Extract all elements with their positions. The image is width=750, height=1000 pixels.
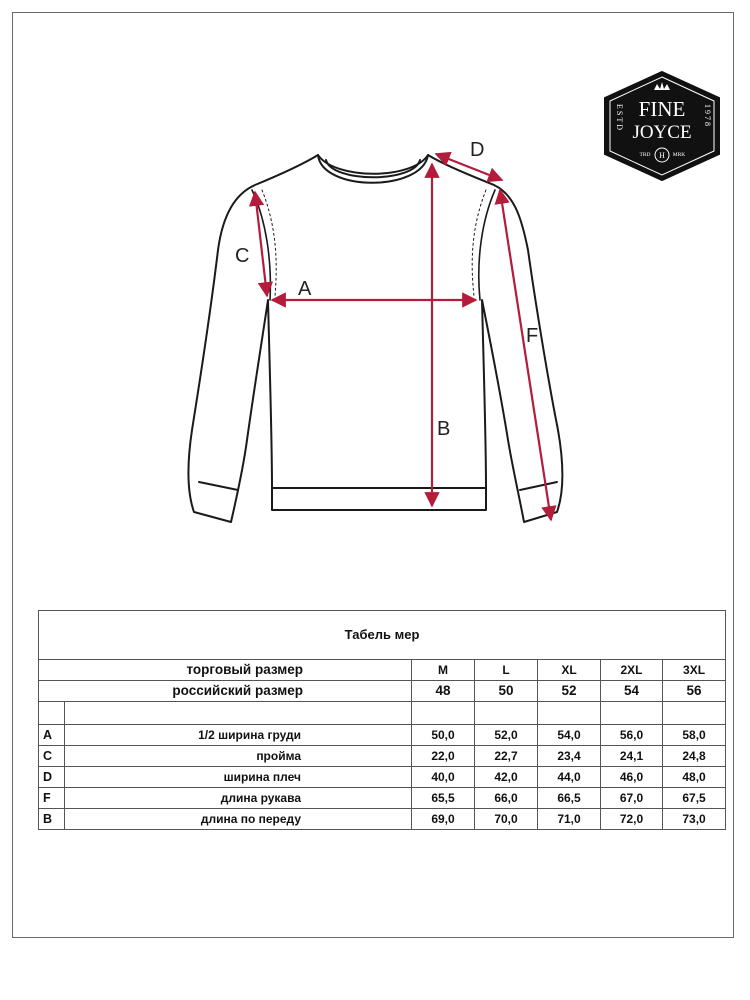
russian-size: 52 xyxy=(538,681,601,702)
logo-right-text: 1978 xyxy=(703,104,712,128)
sweatshirt-outline xyxy=(188,155,562,522)
row-value: 71,0 xyxy=(538,809,601,830)
russian-size: 56 xyxy=(663,681,726,702)
row-value: 50,0 xyxy=(412,725,475,746)
russian-size: 50 xyxy=(475,681,538,702)
row-value: 66,5 xyxy=(538,788,601,809)
label-b: B xyxy=(437,418,451,440)
row-value: 66,0 xyxy=(475,788,538,809)
row-value: 44,0 xyxy=(538,767,601,788)
row-value: 58,0 xyxy=(663,725,726,746)
row-code: B xyxy=(39,809,65,830)
trade-size-label: торговый размер xyxy=(39,660,412,681)
row-value: 22,0 xyxy=(412,746,475,767)
row-code: D xyxy=(39,767,65,788)
measurement-arrows xyxy=(255,154,551,520)
table-title: Табель мер xyxy=(39,611,726,660)
trade-size-row xyxy=(39,660,726,681)
row-value: 65,5 xyxy=(412,788,475,809)
row-code: F xyxy=(39,788,65,809)
logo-bottom-left: TRD xyxy=(639,152,651,158)
row-value: 73,0 xyxy=(663,809,726,830)
russian-size-row xyxy=(39,681,726,702)
logo-center-mark: H xyxy=(659,151,665,160)
russian-size-label: российский размер xyxy=(39,681,412,702)
size-header: 3XL xyxy=(663,660,726,681)
row-value: 67,0 xyxy=(601,788,663,809)
label-d: D xyxy=(470,139,485,161)
size-header: XL xyxy=(538,660,601,681)
label-a: A xyxy=(298,278,312,300)
table-title-row xyxy=(39,611,726,660)
row-code: A xyxy=(39,725,65,746)
size-header: L xyxy=(475,660,538,681)
row-value: 67,5 xyxy=(663,788,726,809)
table-row xyxy=(39,746,726,767)
row-name: 1/2 ширина груди xyxy=(65,725,412,746)
row-value: 24,8 xyxy=(663,746,726,767)
size-header: 2XL xyxy=(601,660,663,681)
russian-size: 48 xyxy=(412,681,475,702)
row-value: 48,0 xyxy=(663,767,726,788)
row-value: 46,0 xyxy=(601,767,663,788)
size-table xyxy=(38,610,726,830)
russian-size: 54 xyxy=(601,681,663,702)
row-name: пройма xyxy=(65,746,412,767)
label-c: C xyxy=(235,245,250,267)
logo-line2: JOYCE xyxy=(632,122,692,143)
logo-line1: FINE xyxy=(638,97,686,121)
table-row xyxy=(39,788,726,809)
size-header: M xyxy=(412,660,475,681)
table-row xyxy=(39,725,726,746)
row-name: длина по переду xyxy=(65,809,412,830)
spacer-row xyxy=(39,702,726,725)
label-f: F xyxy=(526,325,539,347)
arrow-c xyxy=(255,192,267,296)
table-row xyxy=(39,809,726,830)
row-value: 54,0 xyxy=(538,725,601,746)
row-name: ширина плеч xyxy=(65,767,412,788)
row-value: 52,0 xyxy=(475,725,538,746)
row-name: длина рукава xyxy=(65,788,412,809)
brand-logo xyxy=(601,70,723,182)
arrow-d xyxy=(436,154,502,180)
logo-bottom-right: MRK xyxy=(672,152,686,158)
logo-left-text: ESTD xyxy=(615,104,624,132)
row-value: 69,0 xyxy=(412,809,475,830)
row-value: 72,0 xyxy=(601,809,663,830)
row-value: 24,1 xyxy=(601,746,663,767)
row-value: 40,0 xyxy=(412,767,475,788)
row-code: C xyxy=(39,746,65,767)
table-row xyxy=(39,767,726,788)
row-value: 22,7 xyxy=(475,746,538,767)
row-value: 23,4 xyxy=(538,746,601,767)
row-value: 42,0 xyxy=(475,767,538,788)
row-value: 56,0 xyxy=(601,725,663,746)
row-value: 70,0 xyxy=(475,809,538,830)
